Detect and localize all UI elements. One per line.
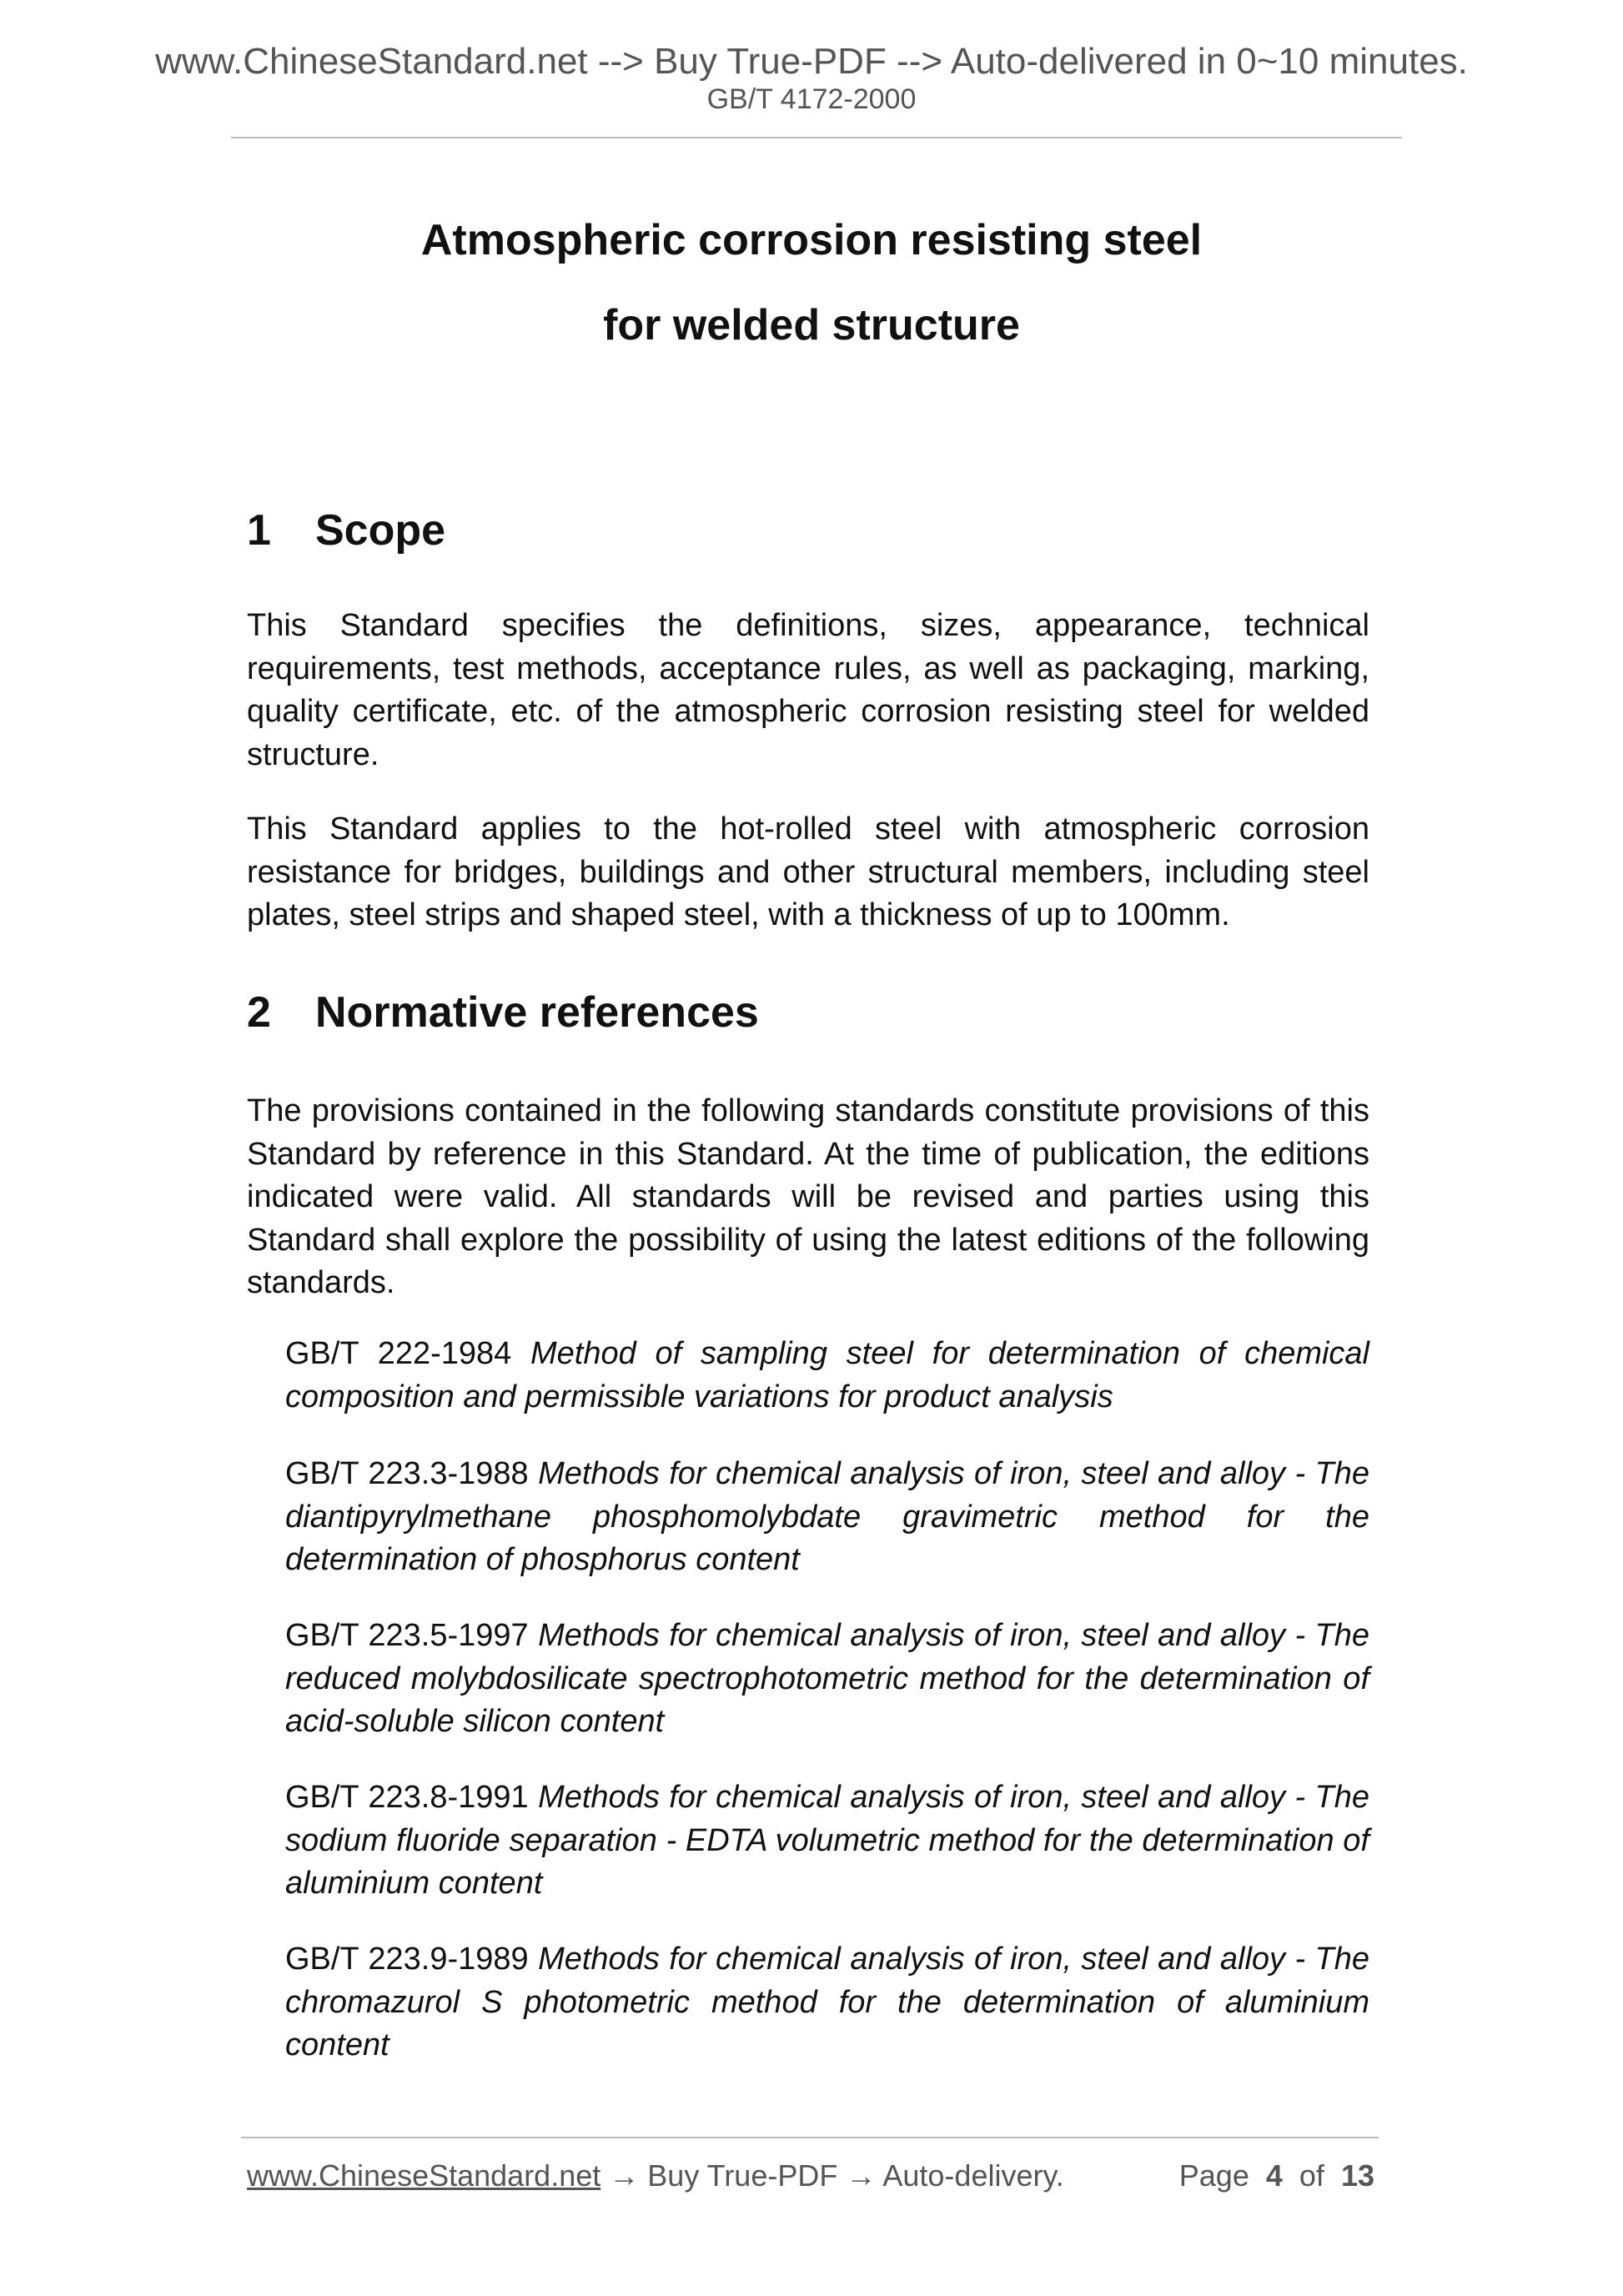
footer-divider: [241, 2137, 1379, 2138]
document-title-line-1: Atmospheric corrosion resisting steel: [420, 216, 1203, 264]
document-title-line-2: for welded structure: [603, 301, 1020, 349]
reference-title: Method of sampling steel for determination of chemical composition and permissible variations for product analysis: [285, 1336, 1370, 1414]
section-heading-scope: [247, 506, 446, 555]
header-divider: [231, 137, 1402, 138]
reference-code: GB/T 223.3-1988: [285, 1456, 529, 1491]
reference-title: Methods for chemical analysis of iron, steel and alloy - The chromazurol S photometric method for the determination of aluminium content: [285, 1942, 1369, 2062]
arrow-right-icon: →: [609, 2158, 640, 2193]
reference-item: [285, 1938, 1369, 2067]
reference-title: Methods for chemical analysis of iron, steel and alloy - The diantipyrylmethane phosphomolybdate gravimetric method for the determination of phosphorus content: [285, 1456, 1369, 1577]
page-total: 13: [1340, 2158, 1374, 2193]
scope-paragraph-1: This Standard specifies the definitions, sizes, appearance, technical requirements, test methods, acceptance rules, as well as packaging, marking, quality certificate, etc. of the atmospheric corrosion resisting steel for welded structure.: [247, 608, 1369, 772]
arrow-right-icon: →: [846, 2158, 877, 2193]
reference-code: GB/T 223.9-1989: [285, 1942, 529, 1977]
document-number: GB/T 4172-2000: [706, 83, 917, 115]
section-title: Normative references: [315, 988, 759, 1037]
footer-delivery-text: Auto-delivery.: [882, 2158, 1064, 2193]
reference-code: GB/T 223.5-1997: [285, 1618, 529, 1653]
of-label: of: [1299, 2158, 1324, 2193]
page-indicator: [1178, 2158, 1374, 2193]
section-title: Scope: [315, 506, 446, 555]
section-heading-normative-references: [247, 988, 759, 1037]
reference-title: Methods for chemical analysis of iron, steel and alloy - The reduced molybdosilicate spectrophotometric method for the determination of acid-soluble silicon content: [285, 1618, 1369, 1739]
reference-item: [285, 1453, 1369, 1582]
reference-code: GB/T 223.8-1991: [285, 1780, 529, 1815]
footer-buy-text: Buy True-PDF: [647, 2158, 838, 2193]
top-banner: www.ChineseStandard.net --> Buy True-PDF --> Auto-delivered in 0~10 minutes.: [155, 41, 1468, 82]
references-intro-paragraph: The provisions contained in the following standards constitute provisions of this Standard by reference in this Standard. At the time of publication, the editions indicated were valid. All standards will be revised and parties using this Standard shall explore the possibility of using the latest editions of the following standards.: [247, 1093, 1369, 1300]
section-number: 2: [247, 988, 271, 1037]
page-current: 4: [1265, 2158, 1283, 2193]
section-number: 1: [247, 506, 271, 555]
reference-item: [285, 1615, 1369, 1744]
page-label: Page: [1178, 2158, 1249, 2193]
reference-item: [285, 1776, 1369, 1906]
reference-title: Methods for chemical analysis of iron, steel and alloy - The sodium fluoride separation - EDTA volumetric method for the determination of aluminium content: [285, 1780, 1369, 1901]
reference-item: [285, 1333, 1369, 1419]
scope-paragraph-2: This Standard applies to the hot-rolled steel with atmospheric corrosion resistance for bridges, buildings and other structural members, including steel plates, steel strips and shaped steel, with a thickness of up to 100mm.: [247, 811, 1369, 932]
reference-code: GB/T 222-1984: [285, 1336, 512, 1371]
footer-site-link[interactable]: www.ChineseStandard.net: [247, 2158, 601, 2193]
footer-left: [247, 2158, 1064, 2193]
